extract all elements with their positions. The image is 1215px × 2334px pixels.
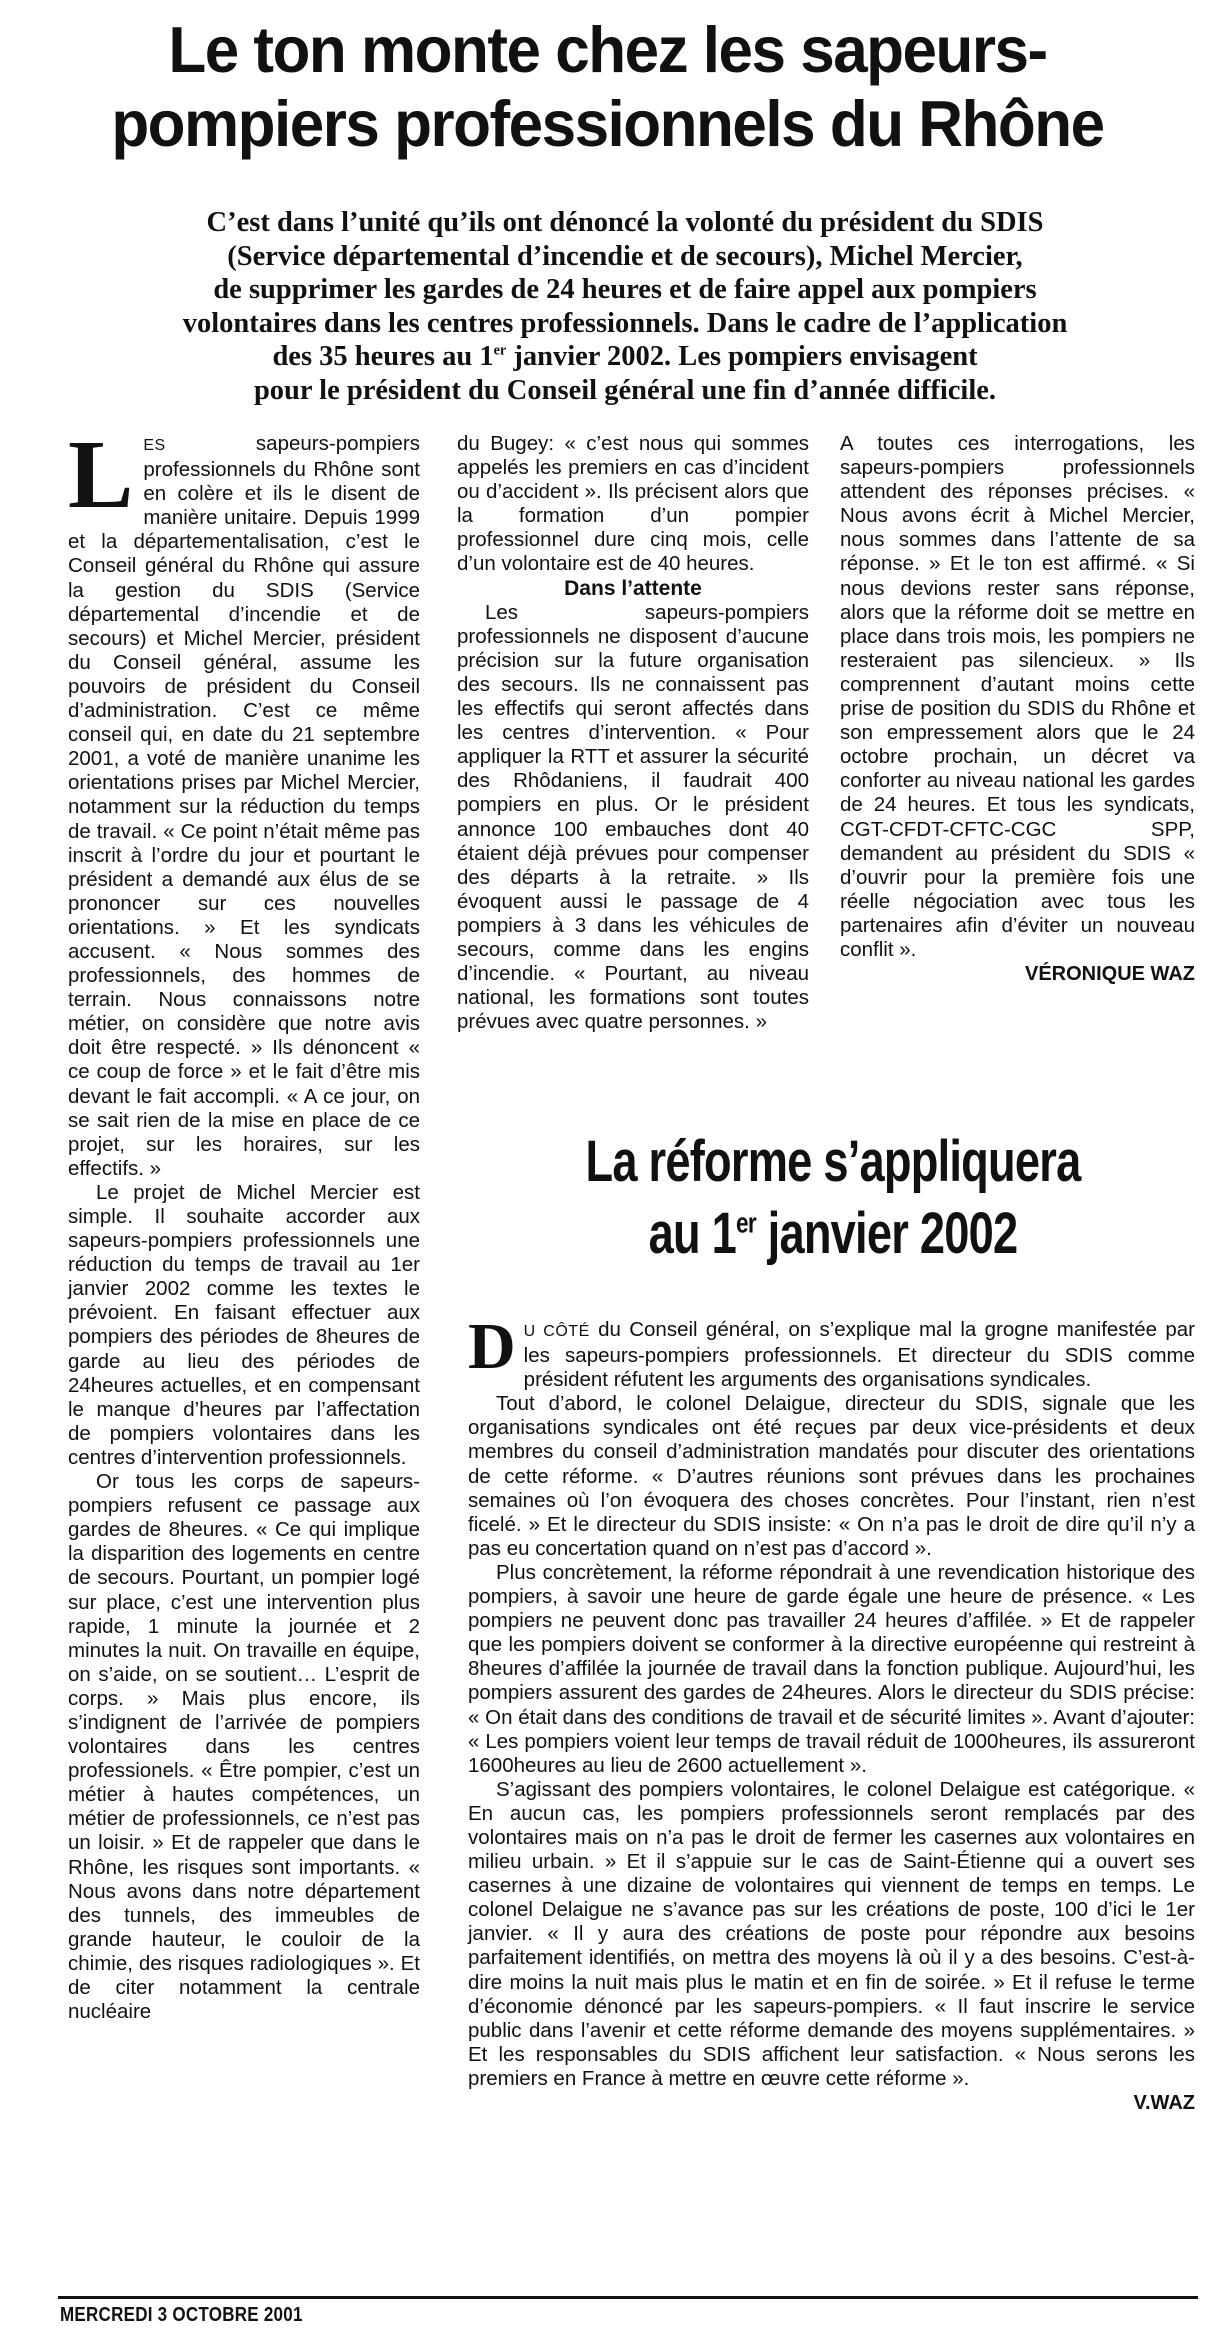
standfirst-line: de supprimer les gardes de 24 heures et de faire appel aux pompiers (213, 274, 1037, 305)
article-column-2 (457, 432, 809, 1034)
secondary-headline (548, 1126, 1117, 1270)
footer-rule (58, 2296, 1198, 2299)
standfirst-text: janvier 2002. Les pompiers envisagent (506, 341, 978, 372)
article-paragraph: A toutes ces interrogations, les sapeurs-pompiers professionnels attendent des réponses précises. « Nous avons écrit à Michel Mercier, nous sommes dans l’attente de sa réponse. » Et le ton est affirmé. « Si nous devions rester sans réponse, alors que la réforme doit se mettre en place dans trois mois, les pompiers ne resteraient pas silencieux. » Ils comprennent d’autant moins cette prise de position du SDIS du Rhône et son empressement alors que le 24 octobre prochain, un décret va conforter au niveau national les gardes de 24 heures. Et tous les syndicats, CGT-CFDT-CFTC-CGC SPP, demandent au président du SDIS « d’ouvrir pour la première fois une réelle négociation avec tous les partenaires afin d’éviter un nouveau conflit ». (840, 432, 1195, 961)
article-paragraph: Le projet de Michel Mercier est simple. Il souhaite accorder aux sapeurs-pompiers professionnels une réduction du temps de travail au 1er janvier 2002 comme les textes le prévoient. En faisant effectuer aux pompiers des périodes de 8heures de garde au lieu des périodes de 24heures actuelles, et en compensant le manque d’heures par l’affectation de pompiers volontaires dans les centres d’intervention professionnels. (68, 1180, 420, 1469)
drop-cap: D (468, 1310, 516, 1383)
standfirst-line: volontaires dans les centres professionnels. Dans le cadre de l’application (182, 307, 1068, 339)
article-paragraph: Les sapeurs-pompiers professionnels ne disposent d’aucune précision sur la future organisation des secours. Ils ne connaissent pas les effectifs qui seront affectés dans les centres d’intervention. « Pour appliquer la RTT et assurer la sécurité des Rhôdaniens, il faudrait 400 pompiers en plus. Or le président annonce 100 embauches dont 40 étaient déjà prévues pour compenser des départs à la retraite. » Ils évoquent aussi le passage de 4 pompiers à 3 dans les véhicules de secours, comme dans les engins d’incendie. « Pourtant, au niveau national, les formations sont toutes prévues avec quatre personnes. » (457, 600, 809, 1034)
headline-line-1: Le ton monte chez les sapeurs- (168, 14, 1047, 87)
secondary-headline-line-2 (548, 1198, 1117, 1270)
article-2-body (468, 1310, 1196, 2115)
standfirst-line: C’est dans l’unité qu’ils ont dénoncé la volonté du président du SDIS (206, 207, 1044, 238)
lead-smallcaps: U CÔTÉ (523, 1323, 590, 1340)
paragraph-text: du Conseil général, on s’explique mal la grogne manifestée par les sapeurs-pompiers professionnels. Et directeur du SDIS comme président réfutent les arguments des organisations syndicales. (523, 1318, 1196, 1392)
article-paragraph: S’agissant des pompiers volontaires, le colonel Delaigue est catégorique. « En aucun cas, les pompiers professionnels seront remplacés par des volontaires mais on n’a pas le droit de fermer les casernes aux volontaires en milieu urbain. » Et il s’appuie sur le cas de Saint-Étienne qui a ouvert ses casernes à une dizaine de volontaires qui viennent de temps en temps. Le colonel Delaigue ne s’avance pas sur les créations de poste, 100 d’ici le 1er janvier. « Il y aura des créations de poste pour répondre aux besoins parfaitement identifiés, on mettra des moyens là où il y a des besoins. C’est-à-dire moins la nuit mais plus le matin et en fin de soirée. » Et il refuse le terme d’économie dénoncé par les sapeurs-pompiers. « Il faut inscrire le service public dans l’avenir et cette réforme demande des moyens supplémentaires. » Et les responsables du SDIS affichent leur satisfaction. « Nous serons les premiers en France à mettre en œuvre cette réforme ». (468, 1777, 1195, 2090)
article-paragraph: Or tous les corps de sapeurs-pompiers refusent ce passage aux gardes de 8heures. « Ce qui implique la disparition des logements en centre de secours. Pourtant, un pompier logé sur place, c’est une intervention plus rapide, 1 minute la journée et 2 minutes la nuit. On travaille en équipe, on s’aide, on se soutient… L’esprit de corps. » Mais plus encore, ils s’indignent de l’arrivée de pompiers volontaires dans les centres professionels. « Être pompier, c’est un métier à hautes compétences, un métier de professionnels, ce n’est pas un loisir. » Et de rappeler que dans le Rhône, les risques sont importants. « Nous avons dans notre département des tunnels, des immeubles de grande hauteur, le couloir de la chimie, des risques radiologiques ». Et de citer notamment la centrale nucléaire (68, 1470, 420, 2024)
footer-date: MERCREDI 3 OCTOBRE 2001 (60, 2304, 303, 2326)
superscript-er: er (736, 1207, 756, 1240)
standfirst (110, 206, 1140, 407)
secondary-headline-line-1: La réforme s’appliquera (585, 1129, 1081, 1194)
headline-line-2: pompiers professionnels du Rhône (111, 88, 1104, 161)
article-column-1 (68, 421, 420, 2024)
author-signature: VÉRONIQUE WAZ (1024, 963, 1195, 986)
lead-smallcaps: ES (143, 437, 166, 454)
section-subhead: Dans l’attente (564, 576, 702, 600)
article-paragraph (68, 421, 420, 1181)
superscript-er: er (493, 342, 507, 359)
secondary-headline-text: janvier 2002 (755, 1201, 1018, 1266)
article-paragraph (468, 1310, 1196, 1392)
article-paragraph: Tout d’abord, le colonel Delaigue, directeur du SDIS, signale que les organisations syndicales ont été reçues par deux vice-présidents et deux membres du conseil d’administration mandatés pour discuter des orientations de cette réforme. « D’autres réunions sont prévues dans les prochaines semaines où l’on évoquera des choses concrètes. Pour l’instant, rien n’est ficelé. » Et le directeur du SDIS insiste: « On n’a pas le droit de dire qu’il n’y a pas eu concertation quand on n’est pas d’accord ». (468, 1392, 1195, 1560)
standfirst-text: des 35 heures au 1 (272, 341, 494, 372)
standfirst-line: (Service départemental d’incendie et de secours), Michel Mercier, (227, 240, 1023, 272)
secondary-headline-text: au 1 (648, 1201, 737, 1266)
paragraph-text: sapeurs-pompiers professionnels du Rhône sont en colère et ils le disent de manière unitaire. Depuis 1999 et la départementalisation, c’est le Conseil général du Rhône qui assure la gestion du SDIS (Service départemental d’incendie et de secours) et Michel Mercier, président du Conseil général, assume les pouvoirs de président du Conseil d’administration. C’est ce même conseil qui, en date du 21 septembre 2001, a voté de manière unanime les orientations prises par Michel Mercier, notamment sur la réduction du temps de travail. « Ce point n’était même pas inscrit à l’ordre du jour et pourtant le président a demandé aux élus de se prononcer sur ces nouvelles orientations. » Et les syndicats accusent. « Nous sommes des professionnels, des hommes de terrain. Nous connaissons notre métier, on considère que notre avis doit être respecté. » Ils dénoncent « ce coup de force » et le fait d’être mis devant le fait accompli. « A ce jour, on se sait rien de la mise en place de ce projet, sur les horaires, sur les effectifs. » (68, 432, 420, 1180)
drop-cap: L (68, 421, 134, 529)
article-paragraph: du Bugey: « c’est nous qui sommes appelés les premiers en cas d’incident ou d’accident ». Ils précisent alors que la formation d’un pompier professionnel dure cinq mois, celle d’un volontaire est de 40 heures. (457, 432, 809, 576)
standfirst-line (110, 340, 1140, 374)
article-column-3 (840, 432, 1195, 986)
author-signature: V.WAZ (1133, 2092, 1195, 2114)
standfirst-line: pour le président du Conseil général une fin d’année difficile. (253, 374, 997, 406)
article-paragraph: Plus concrètement, la réforme répondrait à une revendication historique des pompiers, à savoir une heure de garde égale une heure de présence. « Les pompiers ne peuvent donc pas travailler 24 heures d’affilée. » Et de rappeler que les pompiers doivent se conformer à la directive européenne qui restreint à 8heures d’affilée la journée de travail dans la fonction publique. Aujourd’hui, les pompiers assurent des gardes de 24heures. Alors le directeur du SDIS précise: « On était dans des conditions de travail et de sécurité limites ». Avant d’ajouter: « Les pompiers voient leur temps de travail réduit de 1000heures, ils assureront 1600heures au lieu de 2600 actuellement ». (468, 1560, 1195, 1777)
headline (0, 15, 1215, 162)
